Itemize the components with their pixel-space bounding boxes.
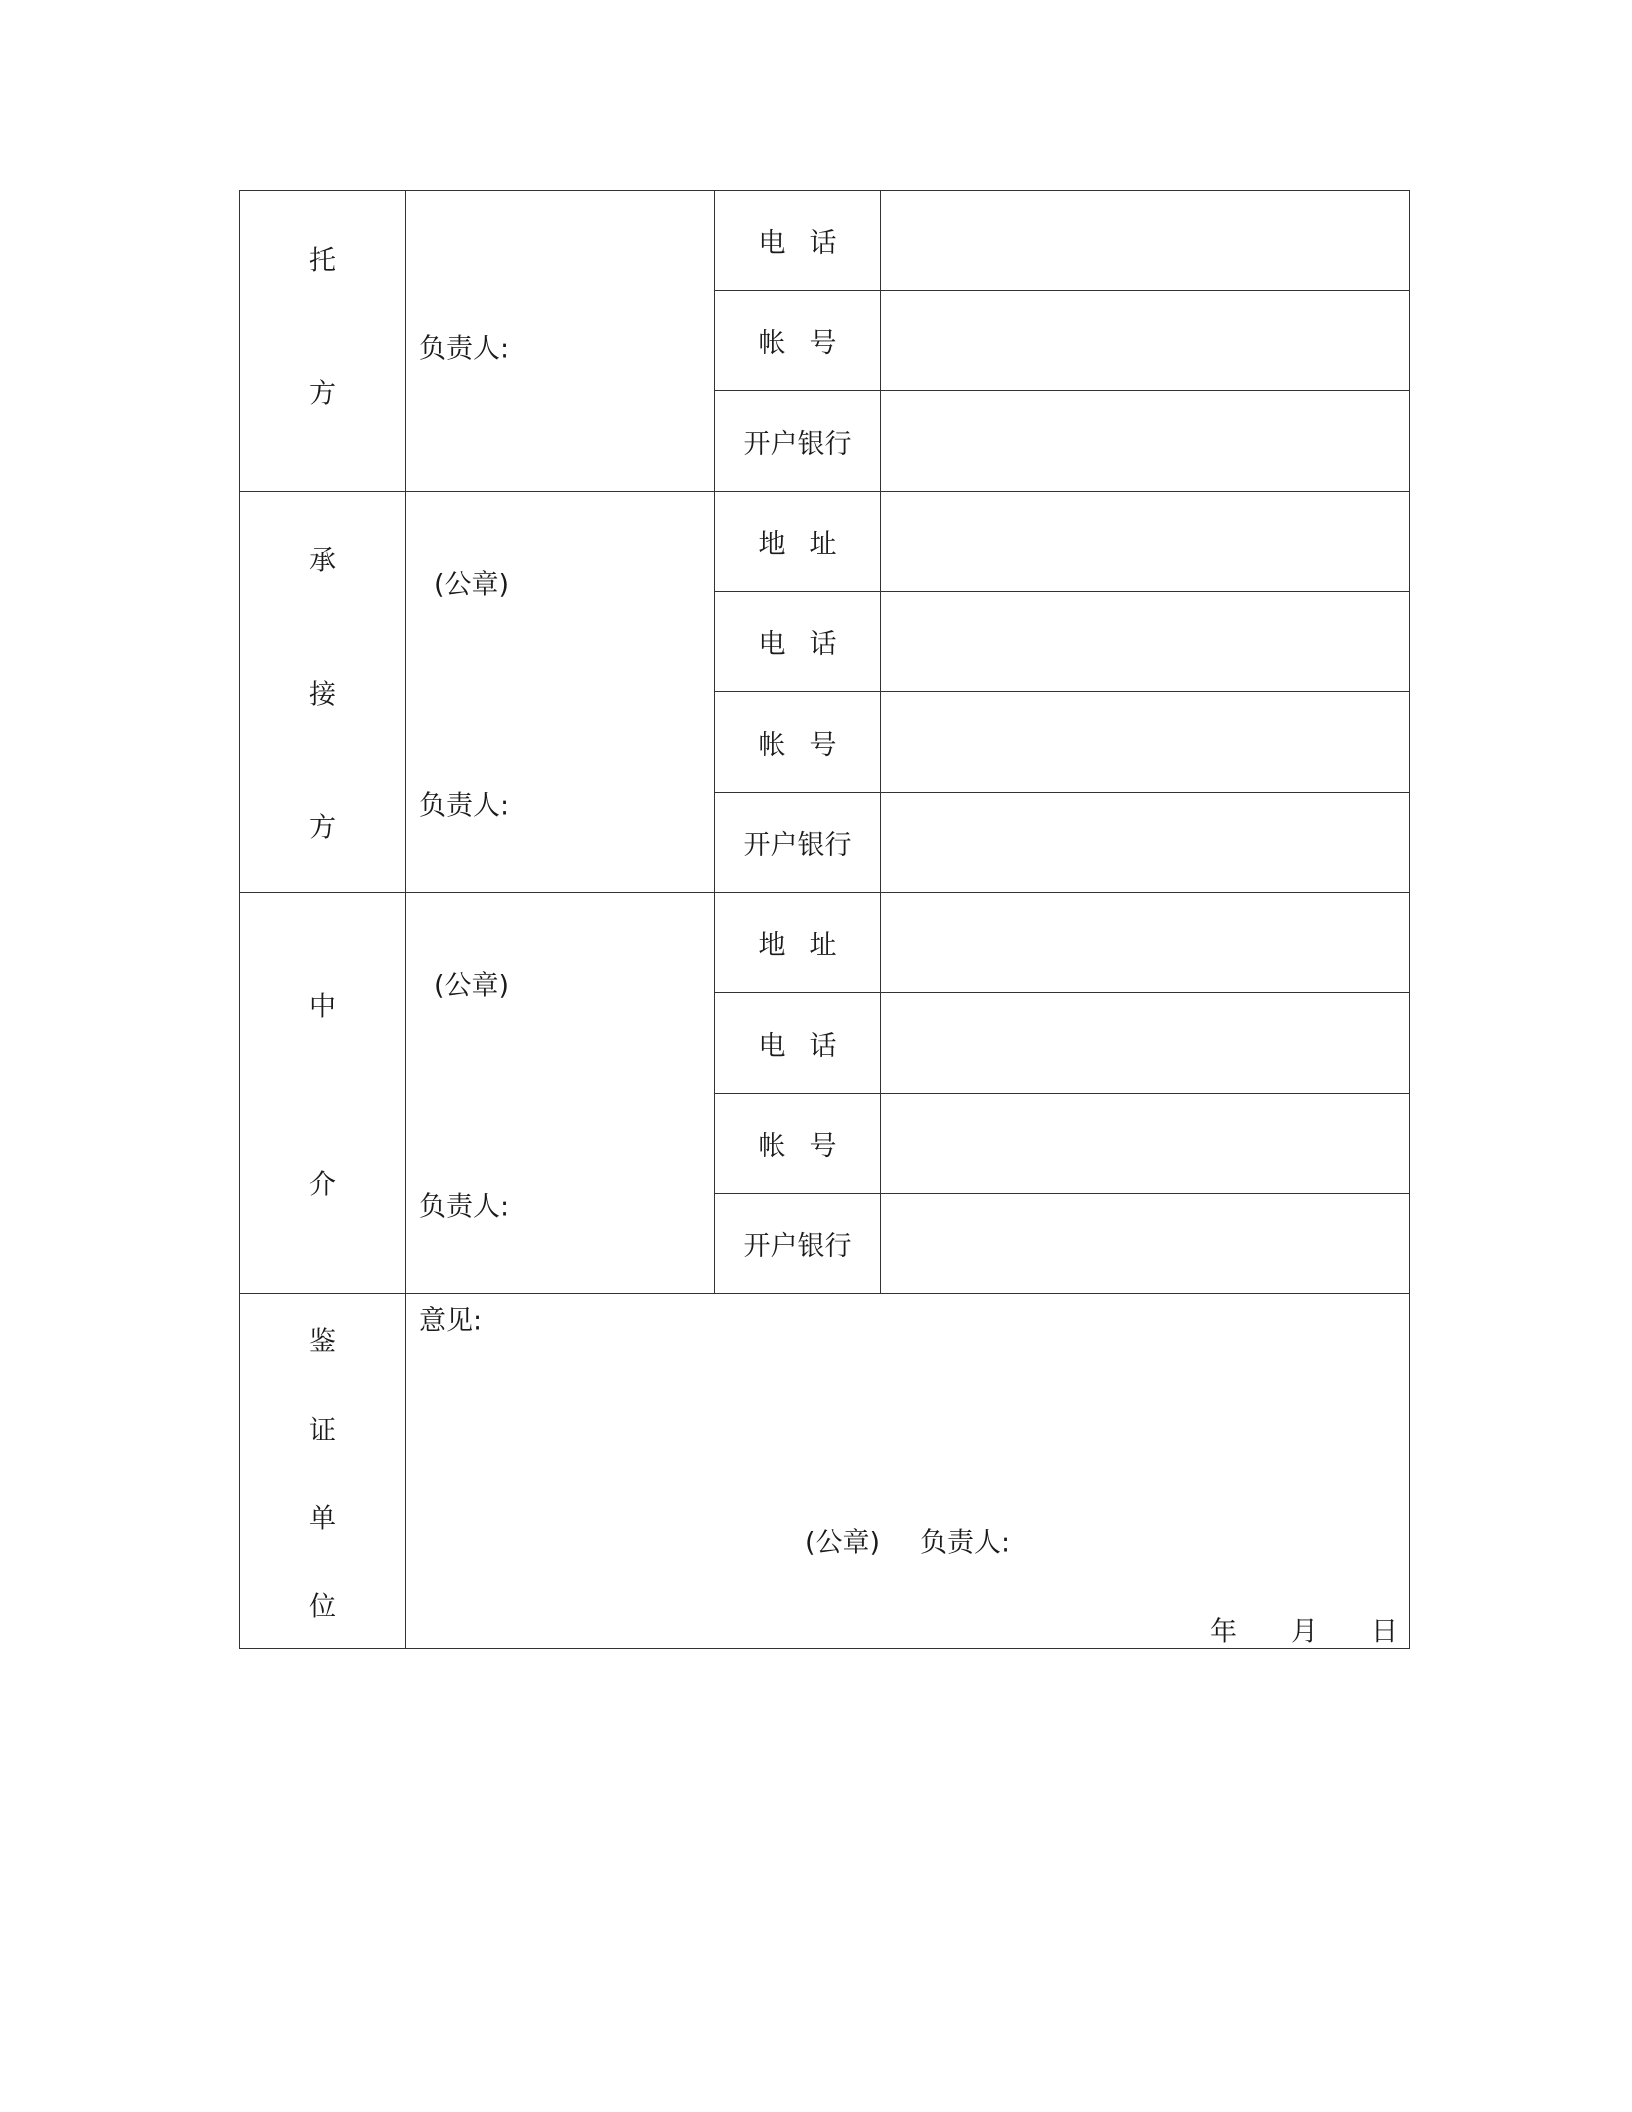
account-label: 帐号 xyxy=(715,692,881,793)
bank-label: 开户银行 xyxy=(715,1194,881,1294)
bank-value[interactable] xyxy=(881,1194,1410,1294)
intermediary-party-label xyxy=(240,893,406,1294)
phone-value[interactable] xyxy=(881,592,1410,692)
seal-label: (公章) xyxy=(805,1527,881,1559)
phone-label: 电话 xyxy=(715,993,881,1094)
party-char: 接 xyxy=(309,679,336,711)
undertake-party-label xyxy=(240,492,406,893)
phone-value[interactable] xyxy=(881,993,1410,1094)
intermediary-sign-area[interactable] xyxy=(406,893,715,1294)
address-label: 地址 xyxy=(715,893,881,993)
party-char: 托 xyxy=(309,245,336,277)
account-label: 帐号 xyxy=(715,1094,881,1194)
party-char: 位 xyxy=(309,1591,336,1623)
verification-unit-label xyxy=(240,1294,406,1649)
party-char: 方 xyxy=(309,378,336,410)
account-label: 帐号 xyxy=(715,291,881,391)
undertake-sign-area[interactable] xyxy=(406,492,715,893)
entrust-sign-area[interactable] xyxy=(406,191,715,492)
party-char: 单 xyxy=(309,1503,336,1535)
seal-label: (公章) xyxy=(434,569,510,601)
date-month-label: 月 xyxy=(1291,1616,1318,1648)
responsible-person-label: 负责人: xyxy=(419,790,510,822)
party-char: 方 xyxy=(309,812,336,844)
phone-value[interactable] xyxy=(881,191,1410,291)
address-value[interactable] xyxy=(881,492,1410,592)
phone-label: 电话 xyxy=(715,592,881,692)
responsible-person-label: 负责人: xyxy=(920,1527,1011,1559)
address-label: 地址 xyxy=(715,492,881,592)
address-value[interactable] xyxy=(881,893,1410,993)
party-char: 鉴 xyxy=(309,1326,336,1358)
account-value[interactable] xyxy=(881,1094,1410,1194)
opinion-label: 意见: xyxy=(419,1305,483,1337)
verification-opinion-area[interactable] xyxy=(406,1294,1410,1649)
bank-value[interactable] xyxy=(881,391,1410,492)
responsible-person-label: 负责人: xyxy=(419,333,510,365)
contract-signature-table xyxy=(239,190,1410,1649)
party-char: 证 xyxy=(309,1415,336,1447)
account-value[interactable] xyxy=(881,291,1410,391)
party-char: 中 xyxy=(309,991,336,1023)
bank-value[interactable] xyxy=(881,793,1410,893)
date-day-label: 日 xyxy=(1371,1616,1398,1648)
bank-label: 开户银行 xyxy=(715,793,881,893)
seal-label: (公章) xyxy=(434,970,510,1002)
responsible-person-label: 负责人: xyxy=(419,1191,510,1223)
party-char: 承 xyxy=(309,545,336,577)
date-year-label: 年 xyxy=(1210,1616,1237,1648)
account-value[interactable] xyxy=(881,692,1410,793)
party-char: 介 xyxy=(309,1169,336,1201)
bank-label: 开户银行 xyxy=(715,391,881,492)
phone-label: 电话 xyxy=(715,191,881,291)
entrust-party-label xyxy=(240,191,406,492)
